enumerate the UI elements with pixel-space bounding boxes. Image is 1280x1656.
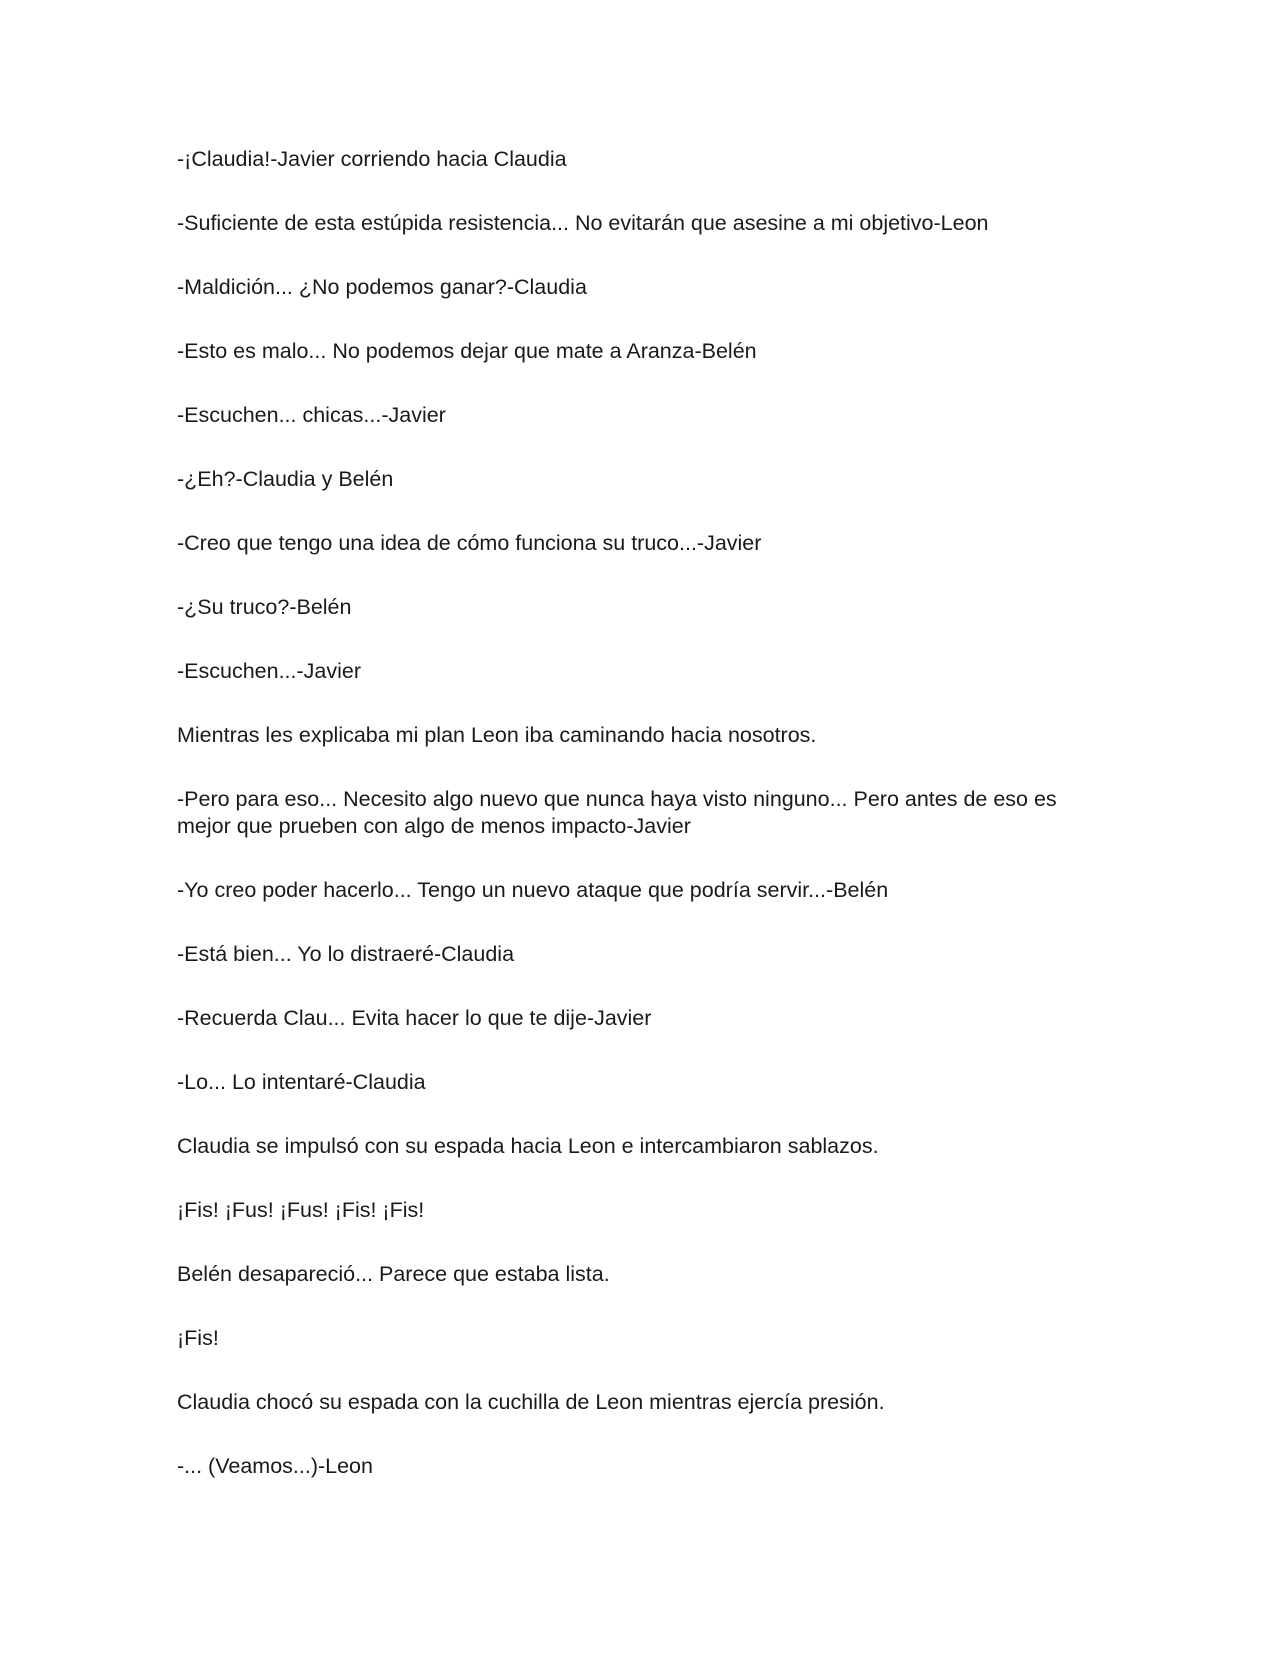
paragraph: -Lo... Lo intentaré-Claudia bbox=[177, 1070, 426, 1094]
paragraph: -Escuchen... chicas...-Javier bbox=[177, 403, 446, 427]
paragraph: -Pero para eso... Necesito algo nuevo que nunca haya visto ninguno... Pero antes de eso es mejor que prueben con algo de menos impacto-Javier bbox=[177, 787, 1057, 838]
paragraph: ¡Fis! bbox=[177, 1326, 219, 1350]
paragraph: -Maldición... ¿No podemos ganar?-Claudia bbox=[177, 275, 587, 299]
paragraph: Claudia chocó su espada con la cuchilla de Leon mientras ejercía presión. bbox=[177, 1390, 885, 1414]
paragraph: -Escuchen...-Javier bbox=[177, 659, 362, 683]
paragraph: -Esto es malo... No podemos dejar que mate a Aranza-Belén bbox=[177, 339, 757, 363]
paragraph: Claudia se impulsó con su espada hacia Leon e intercambiaron sablazos. bbox=[177, 1134, 879, 1158]
paragraph: -¿Eh?-Claudia y Belén bbox=[177, 467, 394, 491]
paragraph: -... (Veamos...)-Leon bbox=[177, 1454, 373, 1478]
paragraph: Belén desapareció... Parece que estaba lista. bbox=[177, 1262, 610, 1286]
paragraph: -Creo que tengo una idea de cómo funciona su truco...-Javier bbox=[177, 531, 762, 555]
paragraph: -¡Claudia!-Javier corriendo hacia Claudia bbox=[177, 147, 567, 171]
paragraph: -¿Su truco?-Belén bbox=[177, 595, 352, 619]
paragraph: ¡Fis! ¡Fus! ¡Fus! ¡Fis! ¡Fis! bbox=[177, 1198, 425, 1222]
paragraph: -Suficiente de esta estúpida resistencia... No evitarán que asesine a mi objetivo-Leon bbox=[177, 211, 989, 235]
document-body bbox=[177, 146, 1107, 1517]
paragraph: -Recuerda Clau... Evita hacer lo que te dije-Javier bbox=[177, 1006, 652, 1030]
paragraph: -Está bien... Yo lo distraeré-Claudia bbox=[177, 942, 515, 966]
paragraph: -Yo creo poder hacerlo... Tengo un nuevo ataque que podría servir...-Belén bbox=[177, 878, 889, 902]
paragraph: Mientras les explicaba mi plan Leon iba caminando hacia nosotros. bbox=[177, 723, 817, 747]
